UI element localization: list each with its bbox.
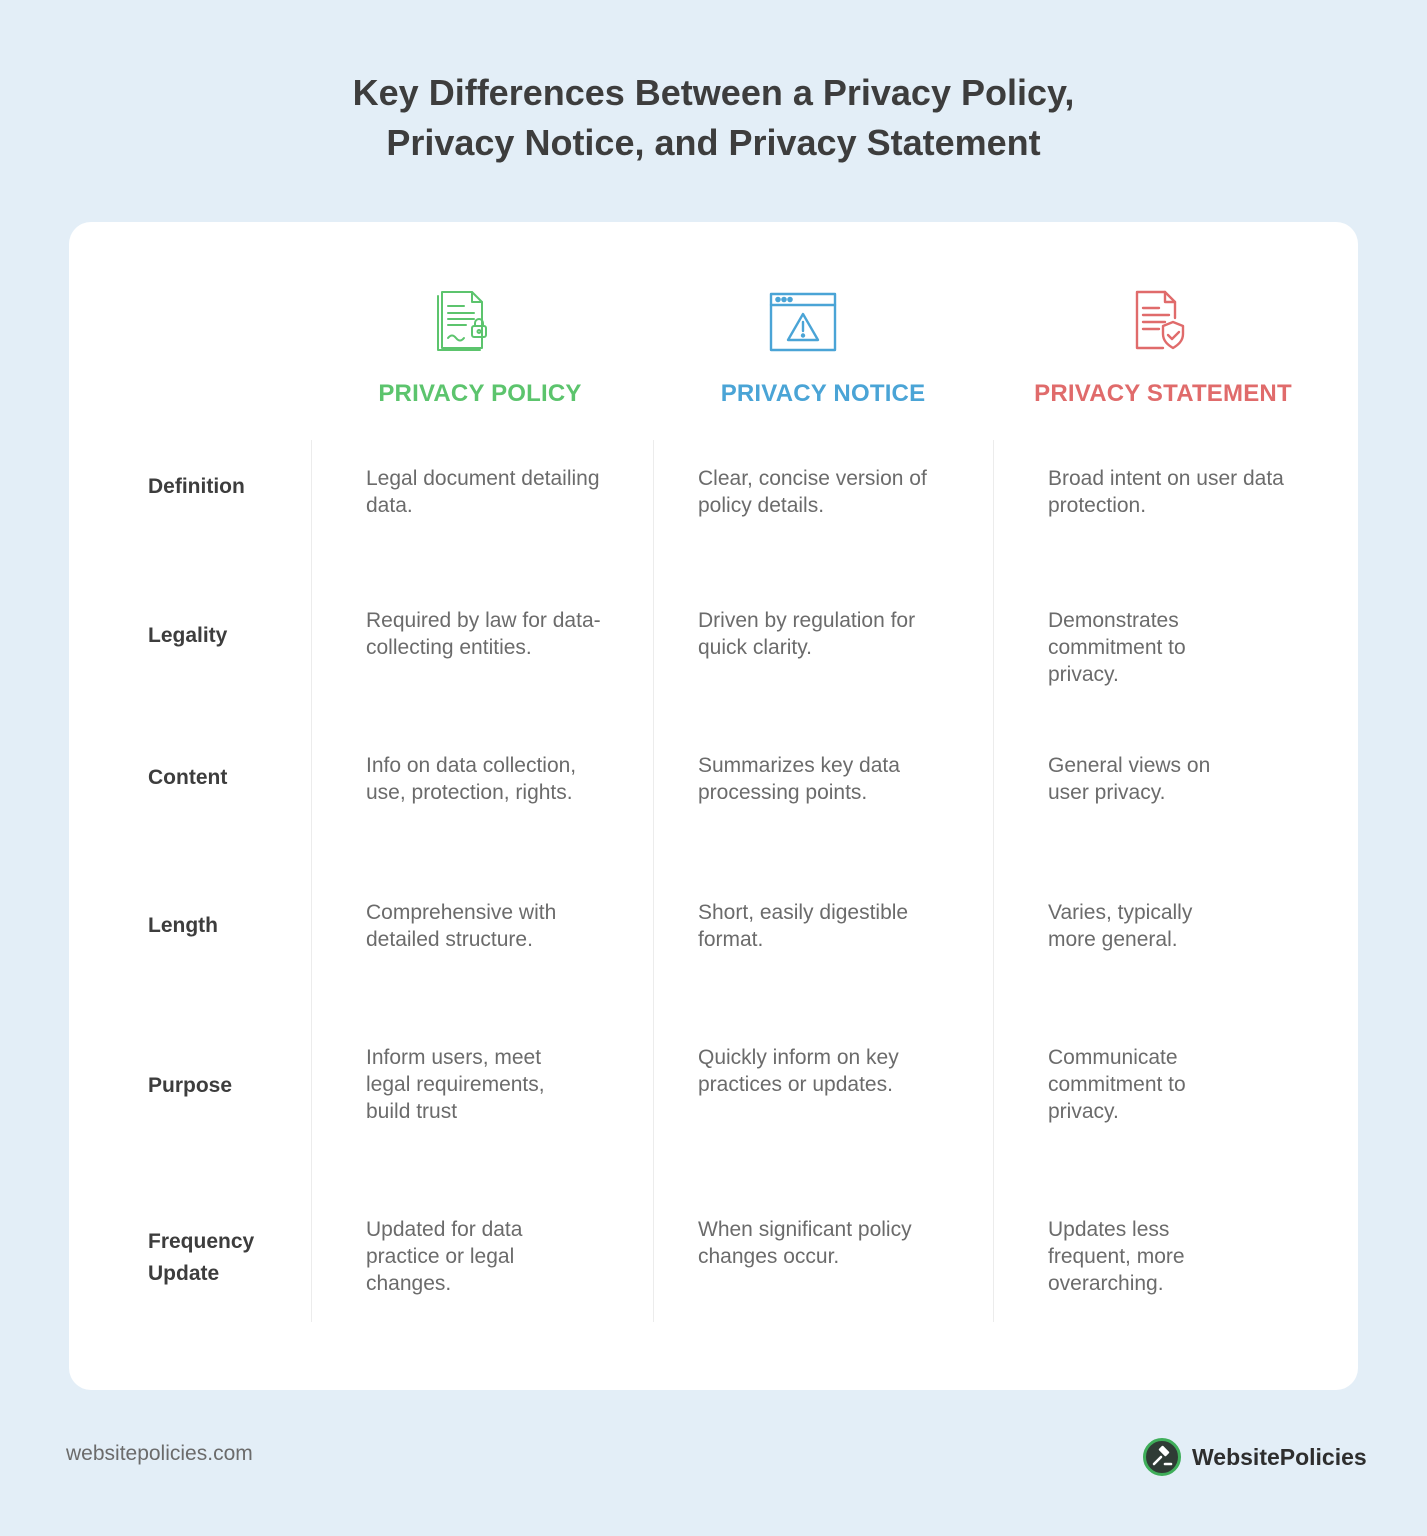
cell-notice-legality: Driven by regulation for quick clarity. <box>698 609 916 659</box>
cell-notice-length: Short, easily digestible format. <box>698 901 909 951</box>
cell-notice-frequency: When significant policy changes occur. <box>698 1218 912 1268</box>
gavel-logo-icon <box>1143 1438 1181 1476</box>
cell-notice-content: Summarizes key data processing points. <box>698 754 900 804</box>
row-label-length: Length <box>148 914 218 937</box>
cell-statement-definition: Broad intent on user data protection. <box>1048 467 1284 517</box>
row-label-legality: Legality <box>148 624 228 647</box>
row-label-frequency-update <box>148 1226 298 1290</box>
cell-statement-length: Varies, typically more general. <box>1048 901 1193 951</box>
page-title <box>0 68 1427 168</box>
brand-logo[interactable] <box>1143 1438 1367 1476</box>
document-lock-icon <box>432 290 504 354</box>
cell-policy-frequency: Updated for data practice or legal changes. <box>366 1218 523 1295</box>
cell-policy-definition: Legal document detailing data. <box>366 467 600 517</box>
cell-statement-purpose: Communicate commitment to privacy. <box>1048 1046 1186 1123</box>
row-label-frequency-line: Frequency <box>148 1230 255 1253</box>
column-header-privacy-statement: PRIVACY STATEMENT <box>1034 380 1292 407</box>
comparison-card <box>69 222 1358 1390</box>
cell-policy-purpose: Inform users, meet legal requirements, build trust <box>366 1046 545 1123</box>
column-divider <box>311 440 312 1322</box>
footer-url[interactable]: websitepolicies.com <box>66 1442 253 1465</box>
cell-statement-legality: Demonstrates commitment to privacy. <box>1048 609 1186 686</box>
cell-notice-definition: Clear, concise version of policy details. <box>698 467 927 517</box>
column-divider <box>653 440 654 1322</box>
title-line-2: Privacy Notice, and Privacy Statement <box>386 122 1041 163</box>
column-divider <box>993 440 994 1322</box>
title-line-1: Key Differences Between a Privacy Policy, <box>352 72 1075 113</box>
column-header-privacy-notice: PRIVACY NOTICE <box>720 380 926 407</box>
row-label-update-line: Update <box>148 1262 220 1285</box>
browser-warning-icon <box>767 292 839 356</box>
column-header-privacy-policy: PRIVACY POLICY <box>378 380 582 407</box>
brand-name: WebsitePolicies <box>1192 1443 1367 1470</box>
cell-statement-content: General views on user privacy. <box>1048 754 1211 804</box>
cell-policy-content: Info on data collection, use, protection, rights. <box>366 754 577 804</box>
cell-statement-frequency: Updates less frequent, more overarching. <box>1048 1218 1185 1295</box>
cell-policy-legality: Required by law for data-collecting entities. <box>366 609 601 659</box>
cell-policy-length: Comprehensive with detailed structure. <box>366 901 557 951</box>
row-label-purpose: Purpose <box>148 1074 233 1097</box>
document-shield-icon <box>1127 290 1199 354</box>
row-label-definition: Definition <box>148 475 245 498</box>
row-label-content: Content <box>148 766 228 789</box>
cell-notice-purpose: Quickly inform on key practices or updates. <box>698 1046 899 1096</box>
